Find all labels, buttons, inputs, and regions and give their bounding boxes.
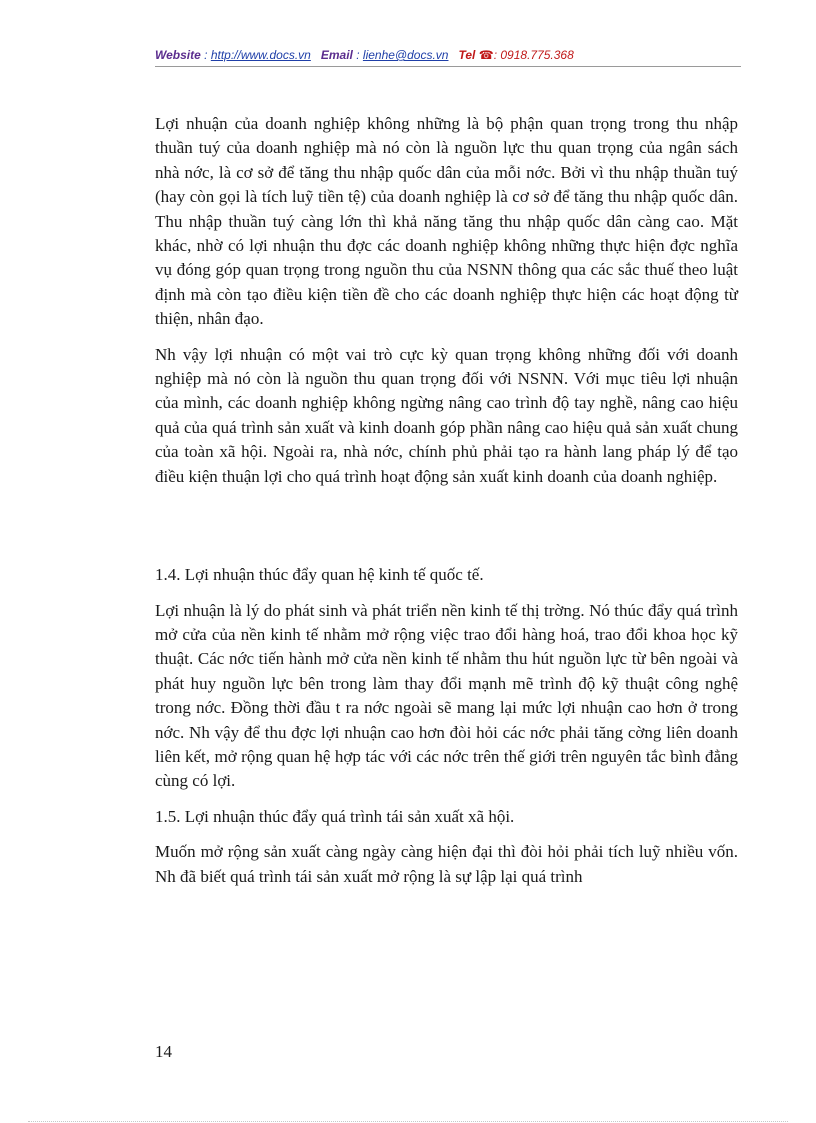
website-label: Website [155,48,201,62]
page-number: 14 [155,1042,172,1061]
page-header [155,48,740,62]
document-body [155,112,738,900]
paragraph-1: Lợi nhuận của doanh nghiệp không những là bộ phận quan trọng trong thu nhập thuần tuý của doanh nghiệp mà nó còn là nguồn lực thu quan trọng của ngân sách nhà nớc, là cơ sở để tăng thu nhập quốc dân của mỗi nớc. Bởi vì thu nhập thuần tuý (hay còn gọi là tích luỹ tiền tệ) của doanh nghiệp là cơ sở để tăng thu nhập quốc dân. Thu nhập thuần tuý càng lớn thì khả năng tăng thu nhập quốc dân càng cao. Mặt khác, nhờ có lợi nhuận thu đợc các doanh nghiệp không những thực hiện đợc nghĩa vụ đóng góp quan trọng trong nguồn thu của NSNN thông qua các sắc thuế theo luật định mà còn tạo điều kiện tiền đề cho các doanh nghiệp thực hiện các hoạt động từ thiện, nhân đạo. [155,114,738,329]
paragraph-4: Muốn mở rộng sản xuất càng ngày càng hiện đại thì đòi hỏi phải tích luỹ nhiều vốn. Nh đã biết quá trình tái sản xuất mở rộng là sự lập lại quá trình [155,842,738,886]
email-separator: : [352,48,363,62]
email-label: Email [320,48,353,62]
email-link[interactable]: lienhe@docs.vn [362,48,449,62]
paragraph-3: Lợi nhuận là lý do phát sinh và phát triển nền kinh tế thị trờng. Nó thúc đẩy quá trình mở cửa của nền kinh tế nhằm mở rộng việc trao đổi hàng hoá, trao đổi khoa học kỹ thuật. Các nớc tiến hành mở cửa nền kinh tế nhằm thu hút nguồn lực từ bên ngoài và phát huy nguồn lực bên trong làm thay đổi mạnh mẽ trình độ kỹ thuật công nghệ trong nớc. Đồng thời đầu t ra nớc ngoài sẽ mang lại mức lợi nhuận cao hơn ở trong nớc. Nh vậy để thu đợc lợi nhuận cao hơn đòi hỏi các nớc phải tăng cờng liên doanh liên kết, mở rộng quan hệ hợp tác với các nớc trên thế giới trên nguyên tắc bình đẳng cùng có lợi. [155,600,738,791]
phone-icon: ☎ [478,48,494,62]
bottom-divider [28,1121,788,1122]
section-heading-1-4: 1.4. Lợi nhuận thúc đẩy quan hệ kinh tế quốc tế. [155,565,484,585]
tel-label: Tel [458,48,476,62]
paragraph-2: Nh vậy lợi nhuận có một vai trò cực kỳ quan trọng không những đối với doanh nghiệp mà nó còn là nguồn thu quan trọng đối với NSNN. Với mục tiêu lợi nhuận của mình, các doanh nghiệp không ngừng nâng cao trình độ tay nghề, nâng cao hiệu quả của quá trình sản xuất và kinh doanh góp phần nâng cao hiệu quả sản xuất chung của toàn xã hội. Ngoài ra, nhà nớc, chính phủ phải tạo ra hành lang pháp lý để tạo điều kiện thuận lợi cho quá trình hoạt động sản xuất kinh doanh của doanh nghiệp. [155,344,738,486]
tel-value: : 0918.775.368 [493,48,574,62]
section-heading-1-5: 1.5. Lợi nhuận thúc đẩy quá trình tái sản xuất xã hội. [155,806,515,826]
header-divider [155,66,741,67]
website-separator: : [200,48,211,62]
website-link[interactable]: http://www.docs.vn [210,48,311,62]
